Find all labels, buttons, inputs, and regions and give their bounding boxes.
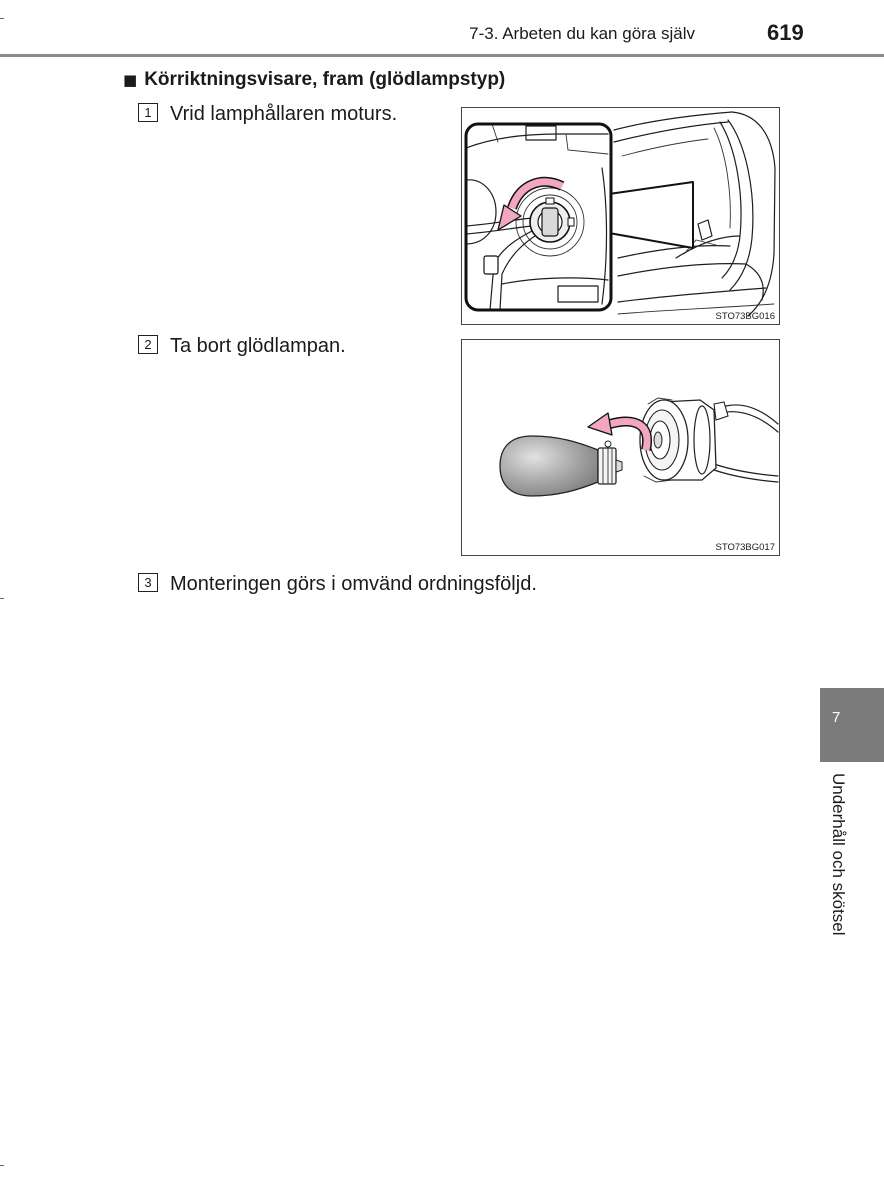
bulb-socket xyxy=(640,398,728,482)
section-title: 7-3. Arbeten du kan göra själv xyxy=(469,24,695,43)
callout-pointer xyxy=(609,182,693,248)
step-number-2: 2 xyxy=(138,335,158,354)
figure-code: STO73BG017 xyxy=(715,542,775,553)
chapter-number: 7 xyxy=(832,709,841,726)
procedure-heading xyxy=(123,68,505,92)
bulb-illustration xyxy=(462,340,779,555)
step-text-2: Ta bort glödlampan. xyxy=(170,335,346,357)
figure-bulb-removal xyxy=(461,339,780,556)
heading-title: Körriktningsvisare, fram (glödlampstyp) xyxy=(144,69,506,90)
page-number: 619 xyxy=(767,20,804,45)
step-text-3: Monteringen görs i omvänd ordningsföljd. xyxy=(170,573,537,595)
figure-code: STO73BG016 xyxy=(715,311,775,322)
step-number-3: 3 xyxy=(138,573,158,592)
figure-bulb-holder xyxy=(461,107,780,325)
crop-mark xyxy=(0,598,4,599)
inset-detail xyxy=(466,124,611,310)
crop-mark xyxy=(0,18,4,19)
header-rule xyxy=(0,54,884,57)
chapter-tab xyxy=(820,688,884,762)
remove-direction-arrow-icon xyxy=(588,413,647,450)
headlight-illustration xyxy=(462,108,779,324)
step-number-1: 1 xyxy=(138,103,158,122)
chapter-label: Underhåll och skötsel xyxy=(829,773,848,936)
bulb xyxy=(500,436,622,496)
square-bullet-icon: ■ xyxy=(123,71,138,89)
step-text-1: Vrid lamphållaren moturs. xyxy=(170,103,398,125)
crop-mark xyxy=(0,1165,4,1166)
